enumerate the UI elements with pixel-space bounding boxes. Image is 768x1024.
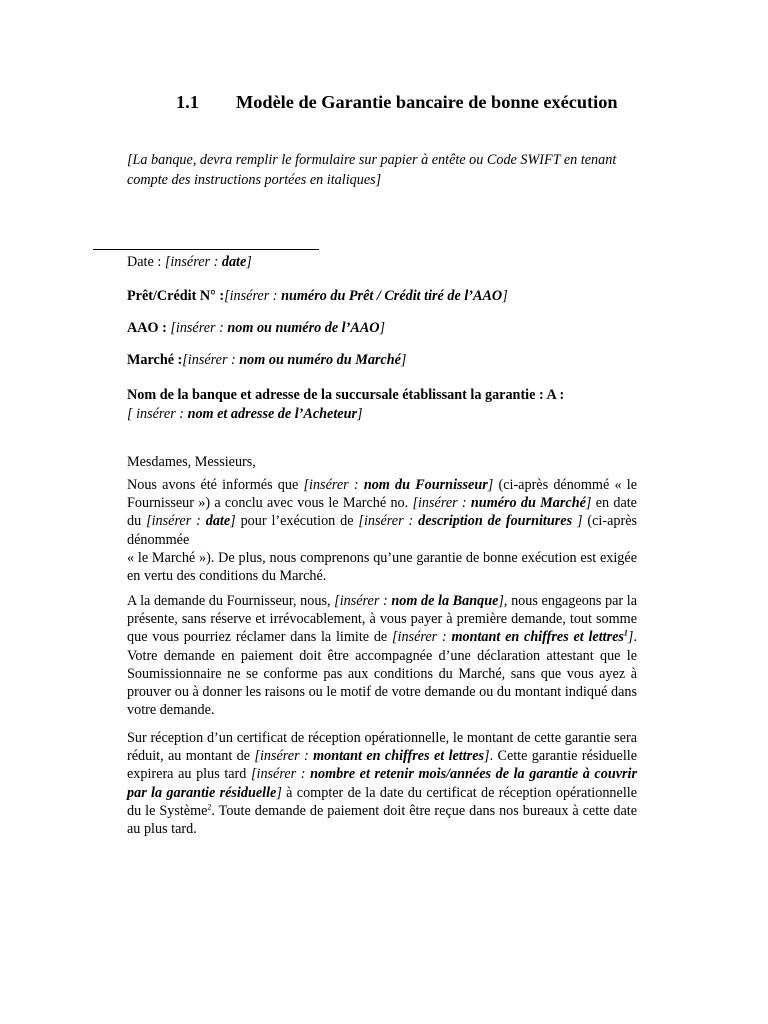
date-field [127, 254, 252, 271]
p3-insert-close: ] [276, 784, 282, 801]
aao-bracket-open: [insérer : [170, 320, 228, 336]
footnote-ref-2[interactable]: 2 [207, 802, 212, 812]
paragraph-3 [127, 729, 637, 838]
p1-insert-open: [insérer : [412, 495, 471, 512]
p2-bank-name-placeholder: nom de la Banque [391, 593, 499, 609]
p3-amount-placeholder: montant en chiffres et lettres [313, 748, 485, 765]
date-label: Date : [127, 254, 165, 270]
p2-insert-close: ] [498, 593, 504, 609]
p1-insert-open: [insérer : [358, 513, 419, 530]
p2-text: , nous engageons par la présente, sans réserve et irrévocablement, à vous payer à première demande, tout somme que vous pourriez réclamer dans la limite de [127, 593, 637, 646]
paragraph-1 [127, 476, 637, 585]
date-bracket-close: ] [246, 254, 252, 270]
p1-text: (ci-après dénommé « le Fournisseur ») a conclu avec vous le Marché no. [127, 477, 637, 512]
p2-text: A la demande du Fournisseur, nous, [127, 593, 335, 609]
salutation: Mesdames, Messieurs, [127, 454, 256, 470]
p1-text: en date du [127, 495, 637, 530]
p1-insert-open: [insérer : [303, 477, 364, 493]
pret-bracket-open: [insérer : [224, 288, 282, 304]
signature-line [93, 249, 319, 250]
p2-insert-open: [insérer : [334, 593, 392, 609]
intro-instructions: [La banque, devra remplir le formulaire sur papier à entête ou Code SWIFT en tenant compte des instructions portées en italiques] [127, 152, 617, 188]
p1-text: « le Marché »). De plus, nous comprenons qu’une garantie de bonne exécution est exigée en vertu des conditions du Marché. [127, 549, 637, 585]
paragraph-2 [127, 592, 637, 719]
date-bracket-open: [insérer : [164, 254, 222, 270]
aao-value: nom ou numéro de l’AAO [227, 320, 380, 336]
p3-text: Sur réception d’un certificat de réception opérationnelle, le montant de cette garantie sera réduit, au montant de [127, 730, 637, 765]
aao-label: AAO : [127, 320, 171, 336]
section-number: 1.1 [176, 92, 199, 112]
p2-insert-close: ] [627, 629, 634, 646]
p1-insert-close: ] [487, 477, 494, 493]
marche-bracket-close: ] [400, 352, 407, 368]
p3-duration-placeholder: nombre et retenir mois/années de la garantie à couvrir par la garantie résiduelle [127, 766, 637, 801]
bank-bracket-close: ] [357, 406, 363, 422]
p1-insert-close: ] [585, 495, 592, 512]
p1-contract-number-placeholder: numéro du Marché [470, 495, 586, 512]
pret-bracket-close: ] [502, 288, 508, 304]
marche-value: nom ou numéro du Marché [239, 352, 401, 368]
p1-text: (ci-après dénommée [127, 513, 638, 548]
p1-supplies-placeholder: description de fournitures [418, 513, 573, 530]
p1-insert-open: [insérer : [146, 513, 206, 530]
marche-label: Marché : [127, 352, 183, 368]
p2-text: . Votre demande en paiement doit être accompagnée d’une déclaration attestant que le Soumissionnaire ne se conforme pas aux conditions du Marché, sans que vous ayez à prouver ou à donner les raisons ou le motif de votre demande ou du montant indiqué dans votre demande. [127, 629, 637, 719]
bank-bracket-open: [ insérer : [127, 406, 188, 422]
p3-text: . Toute demande de paiement doit être reçue dans nos bureaux à cette date au plus tard. [127, 802, 637, 838]
title-text: Modèle de Garantie bancaire de bonne exécution [236, 92, 618, 112]
bank-label: Nom de la banque et adresse de la succursale établissant la garantie : A : [127, 387, 565, 403]
pret-value: numéro du Prêt / Crédit tiré de l’AAO [281, 288, 503, 304]
p3-insert-open: [insérer : [250, 766, 311, 783]
p1-supplier-placeholder: nom du Fournisseur [363, 477, 488, 493]
document-title [176, 92, 618, 113]
pret-field [127, 288, 508, 305]
p1-insert-close: ] [230, 513, 236, 530]
p1-insert-close: ] [572, 513, 583, 530]
p3-insert-open: [insérer : [254, 748, 314, 765]
p1-text: Nous avons été informés que [127, 477, 304, 493]
p1-text: pour l’exécution de [235, 513, 359, 530]
p3-text: . Cette garantie résiduelle expirera au plus tard [127, 748, 638, 783]
p2-insert-open: [insérer : [392, 629, 452, 646]
bank-field [127, 386, 637, 424]
footnote-ref-1[interactable]: 1 [623, 628, 628, 638]
p3-insert-close: ] [484, 748, 490, 765]
aao-field [127, 320, 385, 337]
aao-bracket-close: ] [379, 320, 386, 336]
p3-text: à compter de la date du certificat de réception opérationnelle du le Système [127, 784, 637, 819]
pret-label: Prêt/Crédit N° : [127, 288, 225, 304]
bank-value: nom et adresse de l’Acheteur [187, 406, 358, 422]
p1-date-placeholder: date [205, 513, 231, 530]
p2-amount-placeholder: montant en chiffres et lettres [451, 629, 624, 646]
marche-bracket-open: [insérer : [182, 352, 240, 368]
marche-field [127, 352, 406, 369]
date-value: date [221, 254, 247, 270]
